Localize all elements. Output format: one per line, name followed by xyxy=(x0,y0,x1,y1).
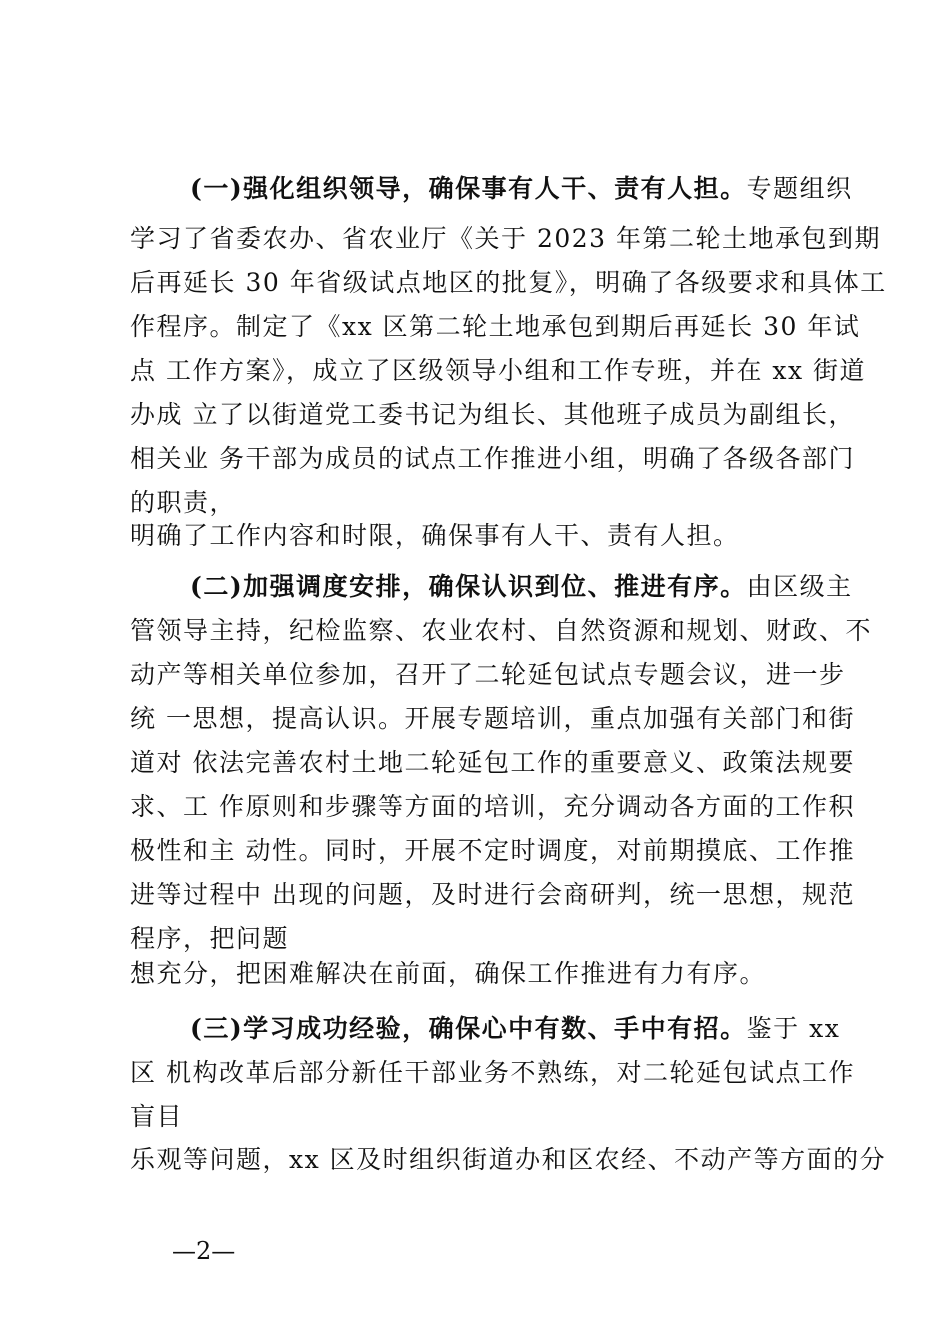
paragraph-2-line: 程序，把问题 xyxy=(130,924,290,953)
paragraph-1-line: 学习了省委农办、省农业厅《关于 2023 年第二轮土地承包到期 xyxy=(130,224,882,253)
paragraph-1-text: 专题组织 xyxy=(746,174,853,203)
paragraph-2-line: 进等过程中 出现的问题，及时进行会商研判，统一思想，规范 xyxy=(130,880,855,909)
paragraph-2-text: 由区级主 xyxy=(746,572,853,601)
page-number: —2— xyxy=(172,1237,236,1265)
paragraph-3-line: 乐观等问题，xx 区及时组织街道办和区农经、不动产等方面的分 xyxy=(130,1145,887,1174)
section-2-heading: (二)加强调度安排，确保认识到位、推进有序。 xyxy=(190,572,747,601)
paragraph-3-first-line xyxy=(190,1012,840,1046)
paragraph-1-line: 点 工作方案》，成立了区级领导小组和工作专班，并在 xx 街道 xyxy=(130,356,867,385)
paragraph-1-line: 相关业 务干部为成员的试点工作推进小组，明确了各级各部门 xyxy=(130,444,855,473)
paragraph-2-line: 求、工 作原则和步骤等方面的培训，充分调动各方面的工作积 xyxy=(130,792,855,821)
paragraph-3-line: 区 机构改革后部分新任干部业务不熟练，对二轮延包试点工作 xyxy=(130,1058,855,1087)
paragraph-2-line: 极性和主 动性。同时，开展不定时调度，对前期摸底、工作推 xyxy=(130,836,855,865)
paragraph-1-line: 的职责， xyxy=(130,488,237,517)
paragraph-1-first-line xyxy=(190,172,853,206)
paragraph-1-line: 明确了工作内容和时限，确保事有人干、责有人担。 xyxy=(130,521,740,550)
paragraph-3-line: 盲目 xyxy=(130,1102,184,1131)
section-3-heading: (三)学习成功经验，确保心中有数、手中有招。 xyxy=(190,1014,747,1043)
paragraph-1-line: 作程序。制定了《xx 区第二轮土地承包到期后再延长 30 年试 xyxy=(130,312,861,341)
paragraph-1-line: 后再延长 30 年省级试点地区的批复》，明确了各级要求和具体工 xyxy=(130,268,887,297)
paragraph-3-text: 鉴于 xx xyxy=(746,1014,841,1043)
paragraph-1-line: 办成 立了以街道党工委书记为组长、其他班子成员为副组长， xyxy=(130,400,855,429)
section-1-heading: (一)强化组织领导，确保事有人干、责有人担。 xyxy=(190,174,747,203)
paragraph-2-line: 道对 依法完善农村土地二轮延包工作的重要意义、政策法规要 xyxy=(130,748,855,777)
paragraph-2-line: 统 一思想，提高认识。开展专题培训，重点加强有关部门和街 xyxy=(130,704,855,733)
paragraph-2-line: 动产等相关单位参加，召开了二轮延包试点专题会议，进一步 xyxy=(130,660,846,689)
paragraph-2-line: 管领导主持，纪检监察、农业农村、自然资源和规划、财政、不 xyxy=(130,616,873,645)
paragraph-2-line: 想充分，把困难解决在前面，确保工作推进有力有序。 xyxy=(130,959,767,988)
paragraph-2-first-line xyxy=(190,570,853,604)
